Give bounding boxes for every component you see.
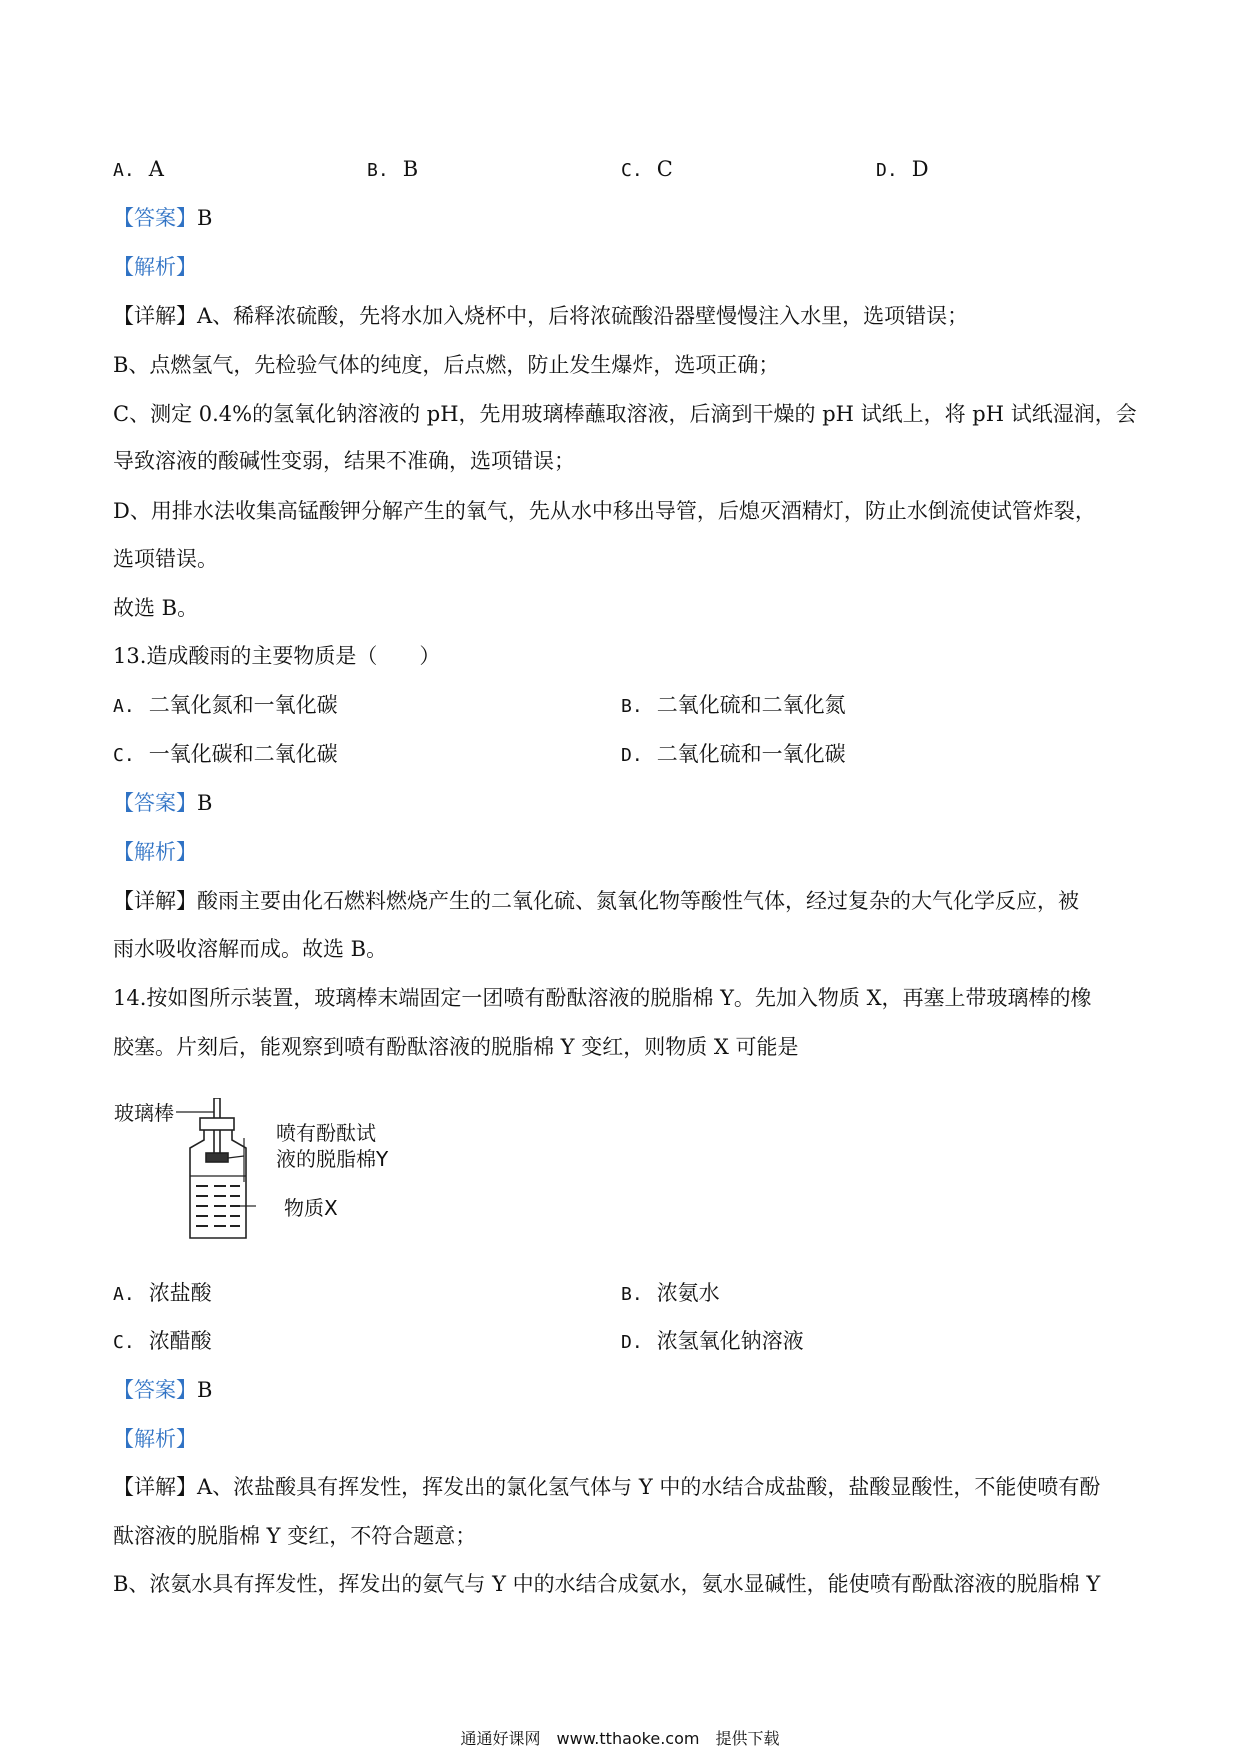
q14-option-d: D. 浓氢氧化钠溶液 [621,1329,804,1353]
apparatus-diagram [112,1098,432,1248]
q13-option-b: B. 二氧化硫和二氧化氮 [621,693,846,717]
q12-detail-line: D、用排水法收集高锰酸钾分解产生的氧气，先从水中移出导管，后熄灭酒精灯，防止水倒流使试管炸裂， [113,499,1096,523]
q12-detail-line: 选项错误。 [113,547,218,571]
q14-analysis-heading: 【解析】 [113,1427,197,1451]
q14-option-b: B. 浓氨水 [621,1281,720,1305]
apparatus-figure [176,1098,256,1238]
q14-option-a: A. 浓盐酸 [113,1281,212,1305]
q13-option-d: D. 二氧化硫和一氧化碳 [621,742,846,766]
q12-answer: 【答案】B [113,206,213,230]
q13-answer: 【答案】B [113,791,213,815]
q12-option-b: B. B [367,157,419,181]
q12-option-c: C. C [621,157,673,181]
rod-label: 玻璃棒 [114,1101,174,1125]
q12-detail-line: C、测定 0.4%的氢氧化钠溶液的 pH，先用玻璃棒蘸取溶液，后滴到干燥的 pH 试纸上，将 pH 试纸湿润，会 [113,402,1137,426]
cotton-label-2: 液的脱脂棉Y [276,1147,389,1171]
q12-option-a: A. A [113,157,164,181]
q12-analysis-heading: 【解析】 [113,255,197,279]
q13-option-a: A. 二氧化氮和一氧化碳 [113,693,338,717]
q13-analysis-heading: 【解析】 [113,840,197,864]
q14-stem-line: 胶塞。片刻后，能观察到喷有酚酞溶液的脱脂棉 Y 变红，则物质 X 可能是 [113,1035,799,1059]
q13-stem: 13.造成酸雨的主要物质是（ ） [113,644,441,668]
q14-answer: 【答案】B [113,1378,213,1402]
page-footer: 通通好课网 www.tthaoke.com 提供下载 [460,1729,780,1748]
q12-option-d: D. D [876,157,929,181]
q14-stem-line: 14.按如图所示装置，玻璃棒末端固定一团喷有酚酞溶液的脱脂棉 Y。先加入物质 X，再塞上带玻璃棒的橡 [113,986,1092,1010]
q13-detail-line: 【详解】酸雨主要由化石燃料燃烧产生的二氧化硫、氮氧化物等酸性气体，经过复杂的大气化学反应，被 [113,889,1079,913]
q14-detail-line: 【详解】A、浓盐酸具有挥发性，挥发出的氯化氢气体与 Y 中的水结合成盐酸，盐酸显酸性，不能使喷有酚 [113,1475,1101,1499]
q14-detail-line: B、浓氨水具有挥发性，挥发出的氨气与 Y 中的水结合成氨水，氨水显碱性，能使喷有酚酞溶液的脱脂棉 Y [113,1572,1101,1596]
q12-conclusion: 故选 B。 [113,596,199,620]
q12-detail-line: 导致溶液的酸碱性变弱，结果不准确，选项错误； [113,449,575,473]
q13-detail-line: 雨水吸收溶解而成。故选 B。 [113,937,388,961]
cotton-label-1: 喷有酚酞试 [276,1121,376,1145]
q14-detail-line: 酞溶液的脱脂棉 Y 变红，不符合题意； [113,1524,477,1548]
q14-option-c: C. 浓醋酸 [113,1329,212,1353]
substance-label: 物质X [284,1196,338,1220]
q12-detail-line: B、点燃氢气，先检验气体的纯度，后点燃，防止发生爆炸，选项正确； [113,353,780,377]
q12-detail-line: 【详解】A、稀释浓硫酸，先将水加入烧杯中，后将浓硫酸沿器壁慢慢注入水里，选项错误； [113,304,969,328]
q13-option-c: C. 一氧化碳和二氧化碳 [113,742,338,766]
